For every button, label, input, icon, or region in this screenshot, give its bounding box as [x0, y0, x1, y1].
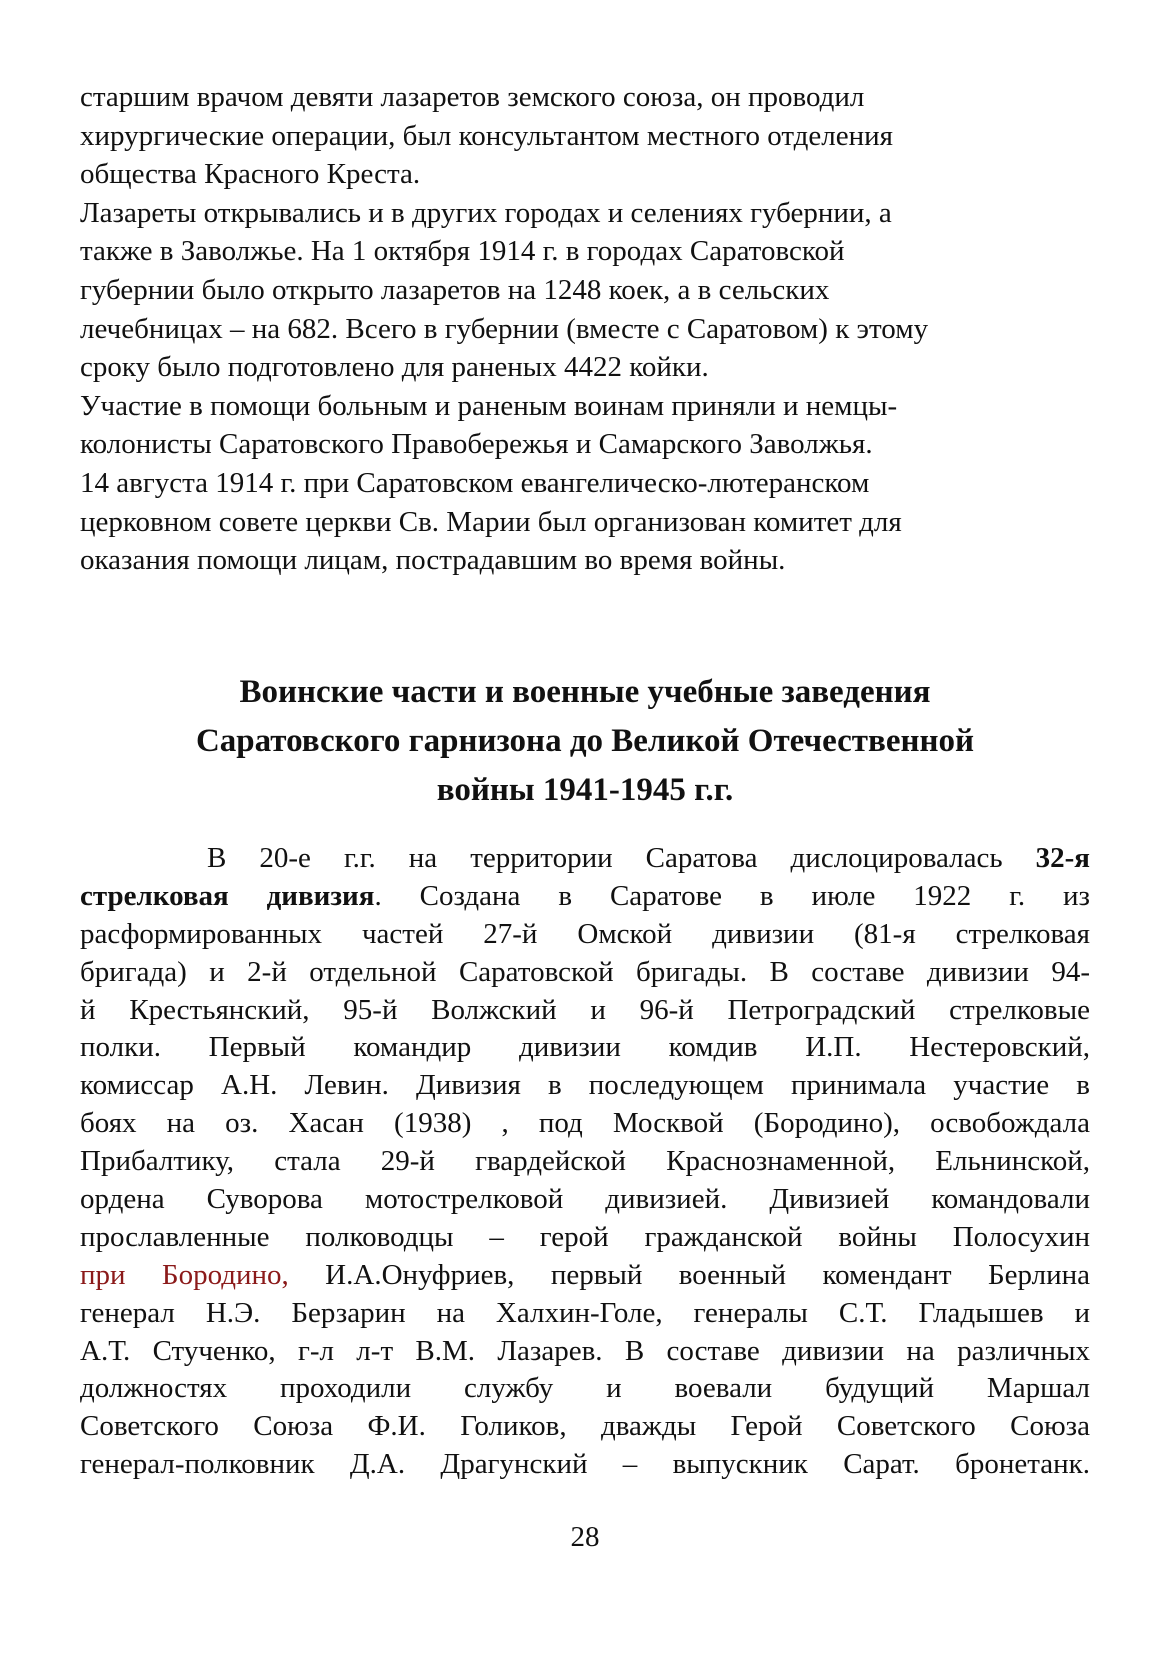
division-number: 32-я — [1035, 842, 1090, 874]
intro-line: хирургические операции, был консультантом местного отделения — [80, 119, 894, 152]
heading-line: Саратовского гарнизона до Великой Отечественной — [195, 723, 975, 759]
body-line: А.Т. Стученко, г-л л-т В.М. Лазарев. В составе дивизии на различных — [80, 1334, 1090, 1367]
body-line: должностях проходили службу и воевали будущий Маршал — [80, 1372, 1090, 1405]
body-line: й Крестьянский, 95-й Волжский и 96-й Петроградский стрелковые — [80, 993, 1090, 1026]
body-line: полки. Первый командир дивизии комдив И.П. Нестеровский, — [80, 1031, 1090, 1064]
body-line: Прибалтику, стала 29-й гвардейской Краснознаменной, Ельнинской, — [80, 1145, 1090, 1178]
body-line: боях на оз. Хасан (1938) , под Москвой (Бородино), освобождала — [80, 1107, 1090, 1140]
body-line: бригада) и 2-й отдельной Саратовской бригады. В составе дивизии 94- — [80, 955, 1090, 988]
heading-line: войны 1941-1945 г.г. — [436, 772, 734, 808]
body-text: И.А.Онуфриев, первый военный комендант Берлина — [288, 1258, 1090, 1291]
intro-line: губернии было открыто лазаретов на 1248 коек, а в сельских — [80, 273, 830, 306]
body-line: комиссар А.Н. Левин. Дивизия в последующем принимала участие в — [80, 1069, 1090, 1102]
intro-line: общества Красного Креста. — [80, 158, 421, 191]
intro-line: 14 августа 1914 г. при Саратовском евангелическо-лютеранском — [80, 466, 870, 499]
intro-line: церковном совете церкви Св. Марии был организован комитет для — [80, 505, 902, 538]
division-name: стрелковая дивизия — [80, 879, 375, 912]
highlighted-text: при Бородино, — [80, 1258, 289, 1291]
intro-line: лечебницах – на 682. Всего в губернии (вместе с Саратовом) к этому — [80, 312, 929, 345]
body-line: Советского Союза Ф.И. Голиков, дважды Герой Советского Союза — [80, 1410, 1090, 1443]
intro-line: сроку было подготовлено для раненых 4422 койки. — [80, 351, 709, 384]
heading-line: Воинские части и военные учебные заведения — [239, 674, 931, 710]
body-line: генерал-полковник Д.А. Драгунский – выпускник Сарат. бронетанк. — [80, 1448, 1090, 1481]
intro-line: Участие в помощи больным и раненым воинам приняли и немцы- — [80, 389, 898, 422]
body-text: . Создана в Саратове в июле 1922 г. из — [374, 879, 1090, 912]
section-body — [80, 840, 1090, 1484]
body-line: расформированных частей 27-й Омской дивизии (81-я стрелковая — [80, 917, 1090, 950]
body-line — [80, 878, 1090, 916]
intro-line: оказания помощи лицам, пострадавшим во время войны. — [80, 544, 786, 577]
body-line: прославленные полководцы – герой гражданской войны Полосухин — [80, 1220, 1090, 1253]
body-line — [80, 840, 1090, 878]
intro-line: Лазареты открывались и в других городах и селениях губернии, а — [80, 196, 892, 229]
page-number: 28 — [570, 1521, 600, 1553]
section-heading — [80, 668, 1090, 815]
intro-line: старшим врачом девяти лазаретов земского союза, он проводил — [80, 81, 865, 113]
body-text: В 20-е г.г. на территории Саратова дислоцировалась — [207, 842, 1036, 874]
intro-line: колонисты Саратовского Правобережья и Самарского Заволжья. — [80, 428, 873, 461]
body-line: генерал Н.Э. Берзарин на Халхин-Голе, генералы С.Т. Гладышев и — [80, 1296, 1090, 1329]
body-line — [80, 1257, 1090, 1295]
body-line: ордена Суворова мотострелковой дивизией. Дивизией командовали — [80, 1183, 1090, 1216]
intro-line: также в Заволжье. На 1 октября 1914 г. в городах Саратовской — [80, 235, 845, 268]
intro-paragraphs — [80, 78, 1100, 580]
